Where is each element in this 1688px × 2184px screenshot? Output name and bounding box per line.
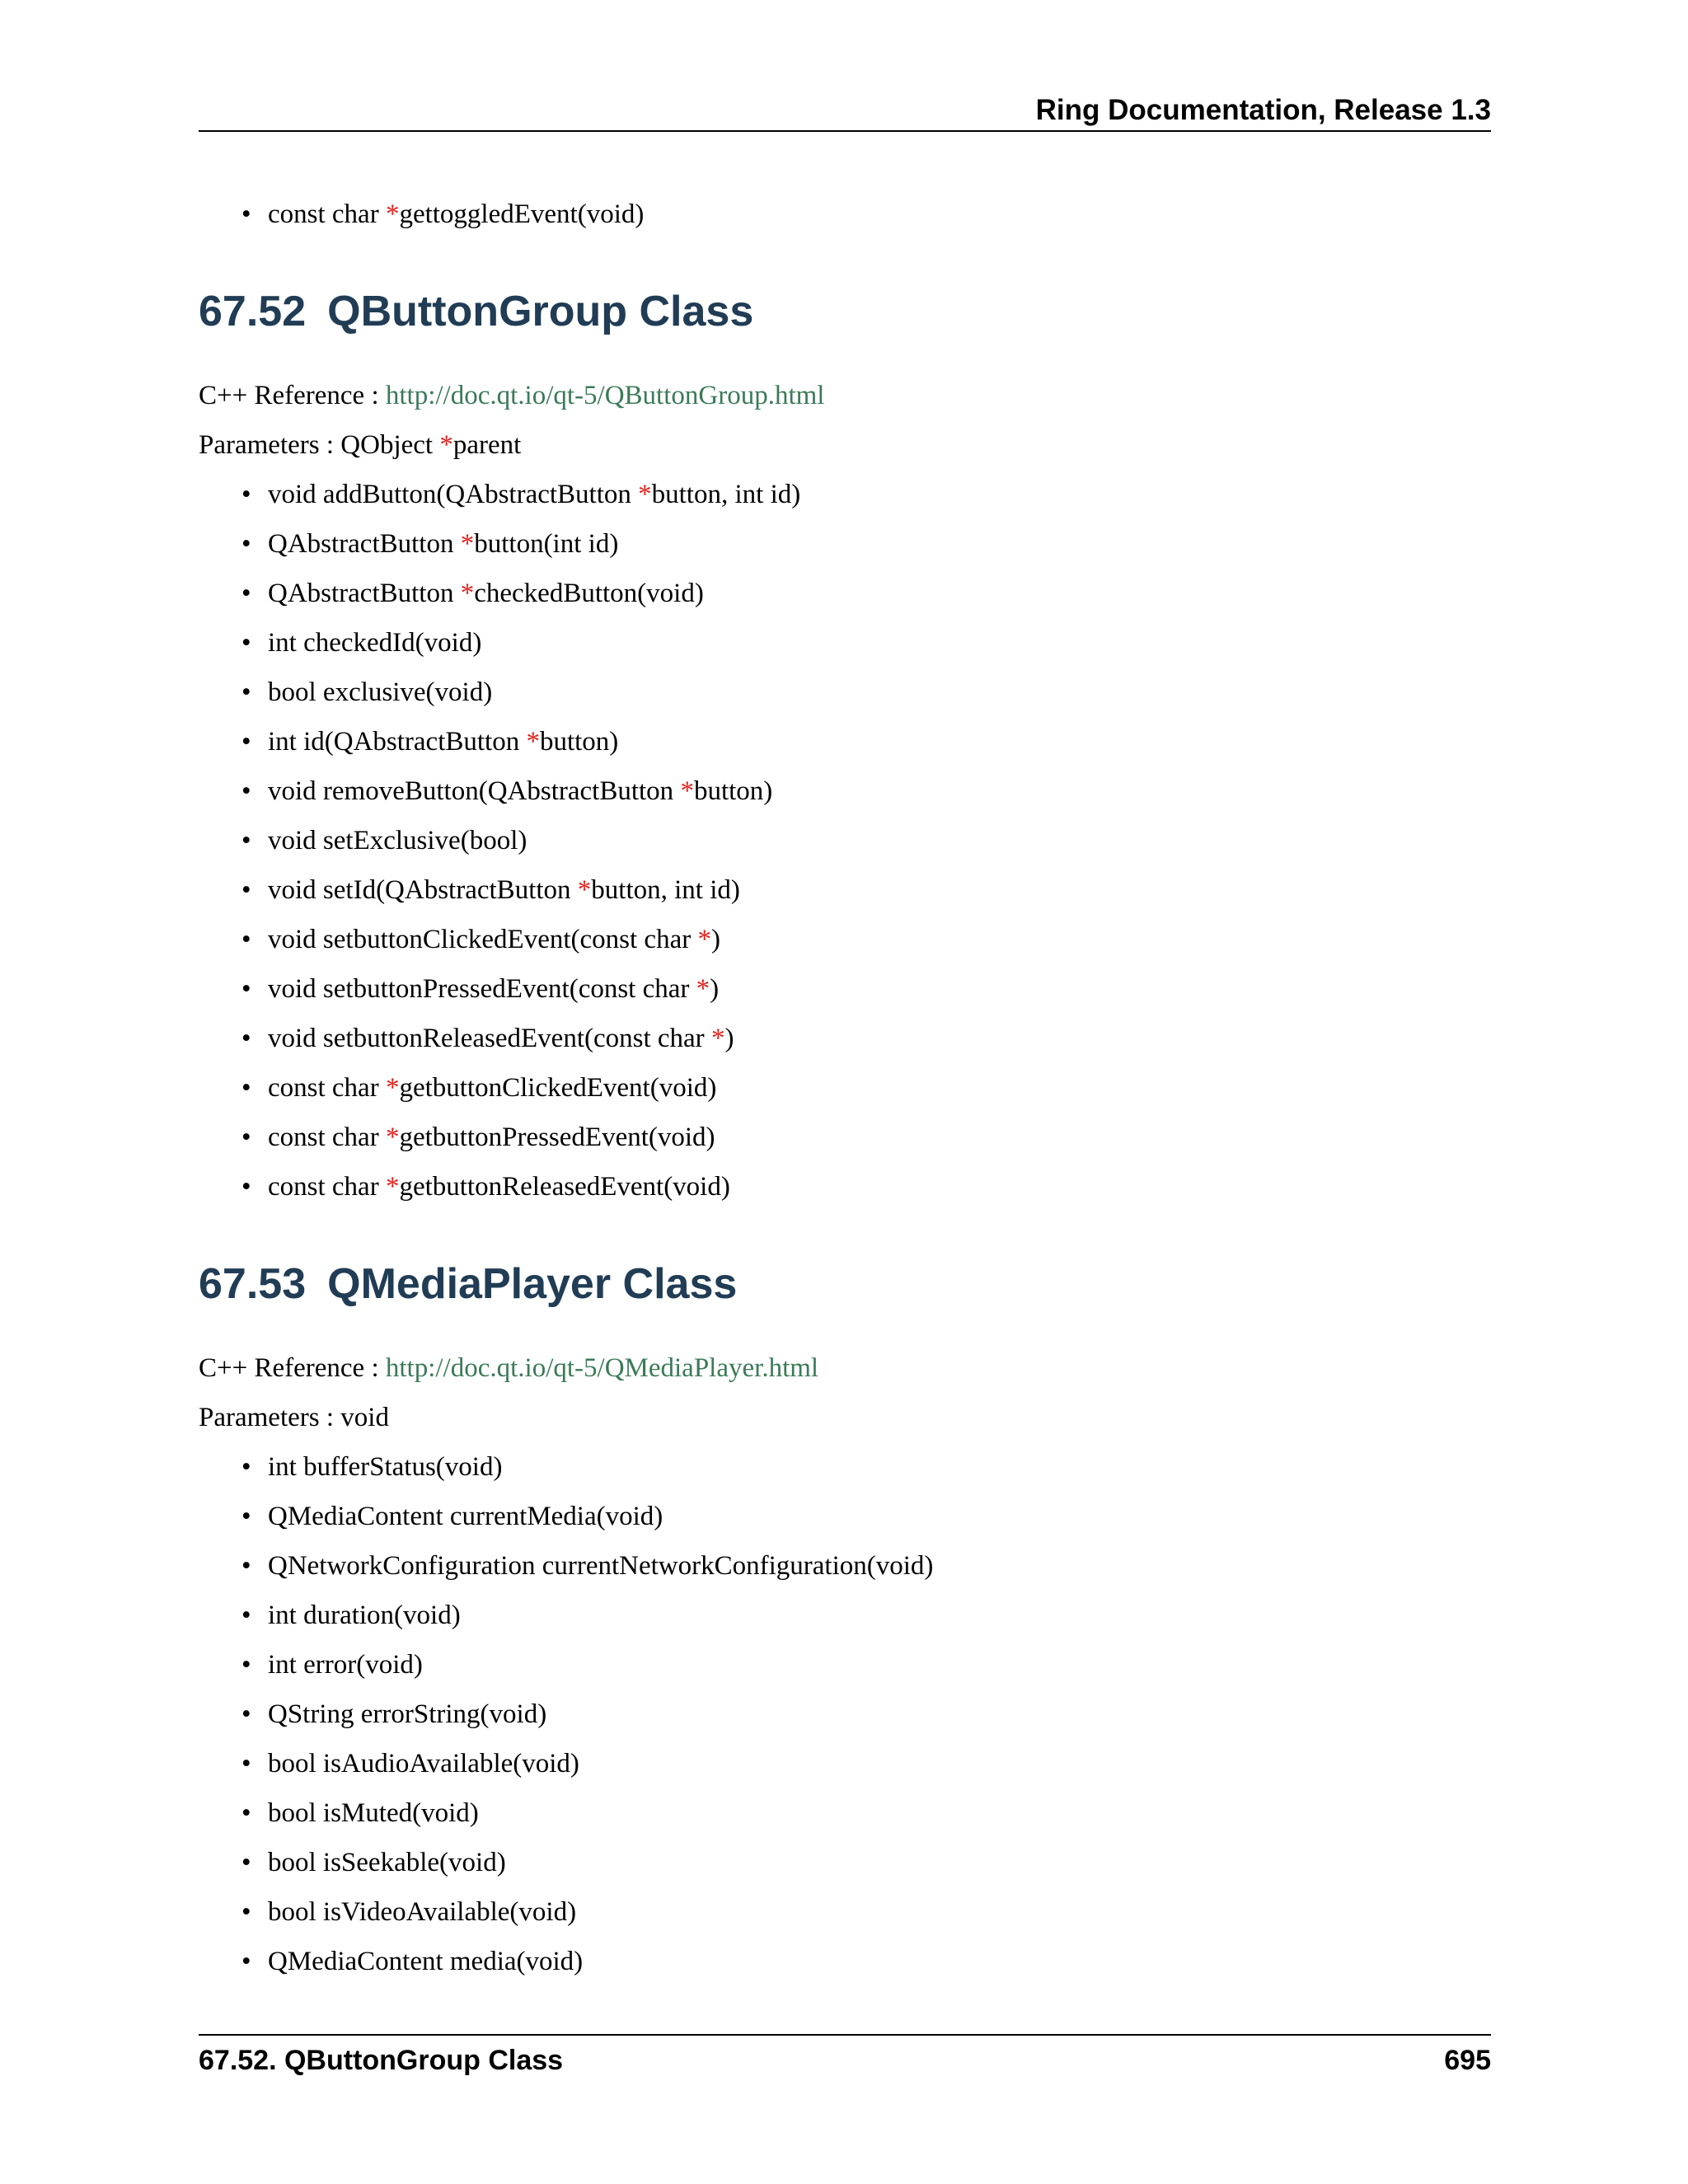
method-signature: int error(void) [268, 1650, 423, 1680]
bullet-icon: • [241, 1650, 251, 1680]
method-signature-rest: getbuttonPressedEvent(void) [399, 1122, 715, 1152]
method-signature: void addButton(QAbstractButton [268, 480, 639, 509]
pointer-star: * [697, 925, 711, 954]
method-signature-rest: button, int id) [591, 875, 740, 905]
list-item [241, 1014, 1491, 1063]
bullet-icon: • [241, 727, 251, 757]
section-number: 67.53 [199, 1260, 307, 1308]
bullet-icon: • [241, 1502, 251, 1531]
method-signature: QMediaContent currentMedia(void) [268, 1502, 663, 1531]
method-signature: QNetworkConfiguration currentNetworkConfiguration(void) [268, 1551, 934, 1581]
bullet-icon: • [241, 1024, 251, 1053]
method-signature-rest: button) [693, 776, 773, 806]
list-item [241, 1690, 1491, 1739]
pointer-star: * [526, 727, 540, 757]
list-item [241, 816, 1491, 865]
method-signature: int duration(void) [268, 1601, 461, 1630]
method-signature: const char [268, 1122, 386, 1152]
list-item [241, 1442, 1491, 1492]
method-signature-rest: gettoggledEvent(void) [399, 199, 645, 229]
method-signature: const char [268, 1172, 386, 1202]
list-item [241, 865, 1491, 915]
footer-section-title: 67.52. QButtonGroup Class [199, 2045, 564, 2076]
bullet-icon: • [241, 677, 251, 707]
list-item [241, 915, 1491, 964]
pointer-star: * [638, 480, 652, 509]
method-signature: QString errorString(void) [268, 1699, 547, 1729]
method-signature: void setbuttonReleasedEvent(const char [268, 1024, 711, 1053]
bullet-icon: • [241, 826, 251, 855]
bullet-icon: • [241, 1073, 251, 1103]
parameters-line [199, 1393, 1491, 1442]
bullet-icon: • [241, 875, 251, 905]
list-item [241, 618, 1491, 668]
method-signature-rest: getbuttonReleasedEvent(void) [399, 1172, 730, 1202]
cpp-reference-line [199, 1343, 1491, 1393]
bullet-icon: • [241, 925, 251, 954]
method-signature: void setExclusive(bool) [268, 826, 528, 855]
method-signature-rest: button(int id) [474, 529, 619, 559]
bullet-icon: • [241, 1897, 251, 1927]
bullet-icon: • [241, 1947, 251, 1976]
page-content [199, 190, 1491, 1986]
pointer-star: * [577, 875, 592, 905]
page-number: 695 [1444, 2045, 1491, 2076]
list-item [241, 1640, 1491, 1690]
method-signature-rest: ) [710, 974, 720, 1004]
method-list [199, 1442, 1491, 1986]
pointer-star: * [696, 974, 710, 1004]
bullet-icon: • [241, 1551, 251, 1581]
pointer-star: * [439, 430, 453, 460]
reference-link[interactable]: http://doc.qt.io/qt-5/QButtonGroup.html [385, 381, 825, 410]
section-qmediaplayer [199, 1259, 1491, 1986]
list-item [241, 470, 1491, 519]
bullet-icon: • [241, 1798, 251, 1828]
list-item [241, 1591, 1491, 1640]
section-heading [199, 1259, 1491, 1309]
method-signature: bool isAudioAvailable(void) [268, 1749, 579, 1779]
pointer-star: * [385, 199, 400, 229]
pointer-star: * [385, 1172, 400, 1202]
method-signature: int bufferStatus(void) [268, 1452, 503, 1482]
method-list [199, 470, 1491, 1212]
bullet-icon: • [241, 974, 251, 1004]
method-signature: bool isSeekable(void) [268, 1848, 506, 1877]
bullet-icon: • [241, 579, 251, 608]
reference-label: C++ Reference : [199, 1353, 386, 1383]
bullet-icon: • [241, 628, 251, 658]
document-title: Ring Documentation, Release 1.3 [1035, 94, 1491, 126]
pointer-star: * [680, 776, 694, 806]
parameters-line [199, 420, 1491, 470]
pointer-star: * [710, 1024, 725, 1053]
list-item [241, 1739, 1491, 1788]
section-title-text: QButtonGroup Class [327, 288, 754, 335]
list-item [241, 1162, 1491, 1212]
list-item [241, 190, 1491, 239]
list-item [241, 519, 1491, 569]
method-signature: QMediaContent media(void) [268, 1947, 584, 1976]
bullet-icon: • [241, 1601, 251, 1630]
list-item [241, 668, 1491, 717]
list-item [241, 569, 1491, 618]
parameters-type: QObject [340, 430, 440, 460]
page-header [199, 91, 1491, 132]
bullet-icon: • [241, 1122, 251, 1152]
pointer-star: * [460, 579, 475, 608]
method-signature-rest: button) [539, 727, 619, 757]
pointer-star: * [460, 529, 475, 559]
bullet-icon: • [241, 529, 251, 559]
method-signature-rest: getbuttonClickedEvent(void) [399, 1073, 717, 1103]
list-item [241, 1541, 1491, 1591]
bullet-icon: • [241, 776, 251, 806]
parameters-type: void [340, 1403, 389, 1432]
list-item [241, 1492, 1491, 1541]
bullet-icon: • [241, 199, 251, 229]
list-item [241, 1113, 1491, 1162]
method-signature: bool isVideoAvailable(void) [268, 1897, 577, 1927]
method-signature-rest: checkedButton(void) [474, 579, 704, 608]
method-signature: void setbuttonClickedEvent(const char [268, 925, 698, 954]
method-signature-rest: button, int id) [651, 480, 801, 509]
method-signature: void setbuttonPressedEvent(const char [268, 974, 696, 1004]
method-signature-rest: ) [710, 925, 720, 954]
bullet-icon: • [241, 1749, 251, 1779]
section-number: 67.52 [199, 288, 307, 335]
method-signature: bool exclusive(void) [268, 677, 493, 707]
list-item [241, 717, 1491, 766]
list-item [241, 766, 1491, 816]
pointer-star: * [385, 1073, 400, 1103]
bullet-icon: • [241, 1172, 251, 1202]
bullet-icon: • [241, 1848, 251, 1877]
bullet-icon: • [241, 480, 251, 509]
bullet-icon: • [241, 1699, 251, 1729]
page-footer [199, 2034, 1491, 2085]
list-item [241, 1788, 1491, 1838]
method-signature: bool isMuted(void) [268, 1798, 479, 1828]
method-signature: QAbstractButton [268, 579, 461, 608]
reference-label: C++ Reference : [199, 381, 386, 410]
section-heading [199, 287, 1491, 336]
method-signature-rest: ) [724, 1024, 734, 1053]
method-signature: void removeButton(QAbstractButton [268, 776, 681, 806]
list-item [241, 1063, 1491, 1113]
parameters-name: parent [452, 430, 522, 460]
method-signature: int id(QAbstractButton [268, 727, 527, 757]
method-signature: void setId(QAbstractButton [268, 875, 578, 905]
method-signature: QAbstractButton [268, 529, 461, 559]
parameters-label: Parameters : [199, 430, 341, 460]
bullet-icon: • [241, 1452, 251, 1482]
section-qbuttongroup [199, 287, 1491, 1212]
list-item [241, 964, 1491, 1014]
parameters-label: Parameters : [199, 1403, 341, 1432]
method-signature: const char [268, 1073, 386, 1103]
section-title-text: QMediaPlayer Class [327, 1260, 738, 1308]
cpp-reference-line [199, 371, 1491, 420]
list-item [241, 1937, 1491, 1986]
method-signature: const char [268, 199, 386, 229]
list-item [241, 1887, 1491, 1937]
intro-method-list [199, 190, 1491, 239]
pointer-star: * [385, 1122, 400, 1152]
list-item [241, 1838, 1491, 1887]
reference-link[interactable]: http://doc.qt.io/qt-5/QMediaPlayer.html [385, 1353, 819, 1383]
method-signature: int checkedId(void) [268, 628, 482, 658]
